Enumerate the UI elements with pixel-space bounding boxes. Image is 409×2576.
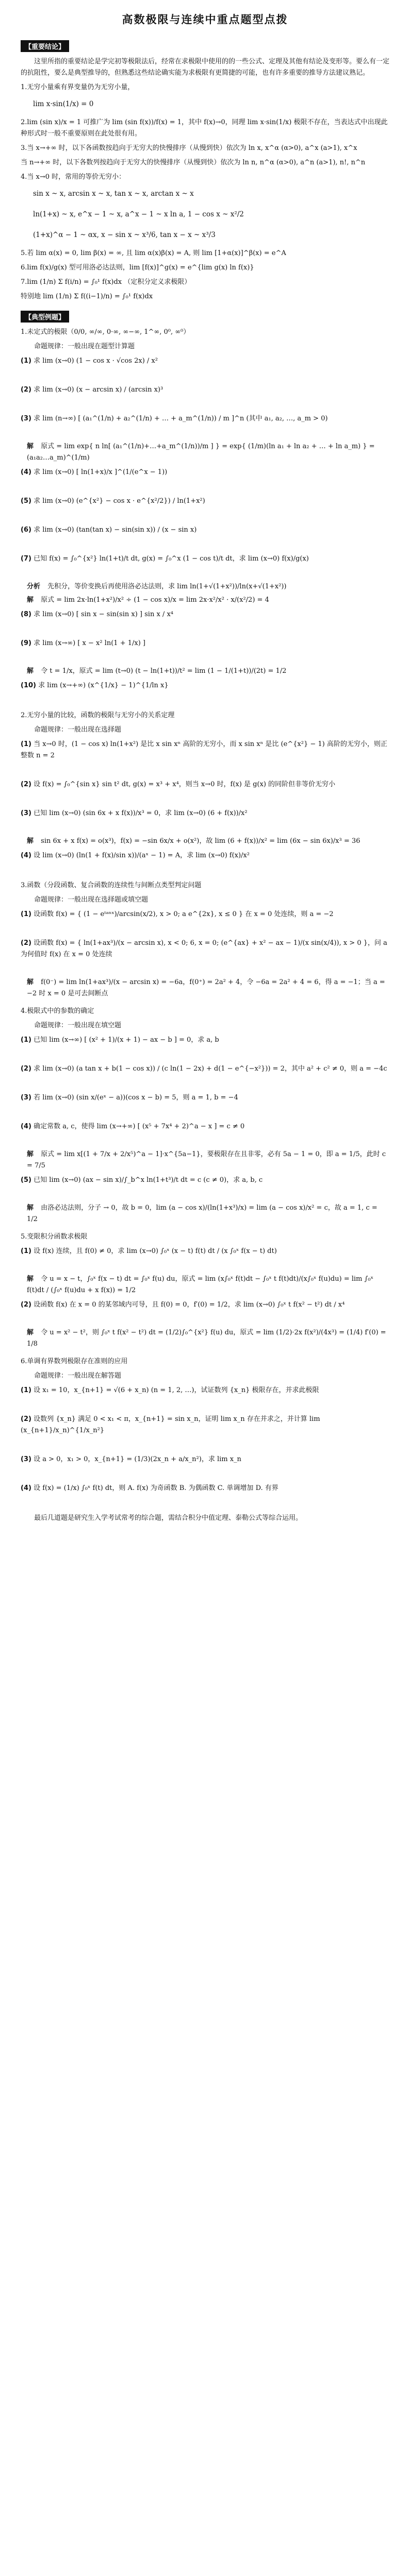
type-2-examples xyxy=(21,739,389,876)
derivation-space xyxy=(33,622,389,635)
item-text: 当 x→0 时，(1 − cos x) ln(1+x²) 是比 x sin xⁿ 高阶的无穷小，而 x sin xⁿ 是比 (e^{x²} − 1) 高阶的无穷小，则正整数 n = 2 xyxy=(21,740,387,759)
point-3b: 当 n→+∞ 时，以下各数列按趋向于无穷大的快慢排序（从慢到快）依次为 ln n, n^α (α>0), a^n (a>1), n!, n^n xyxy=(21,159,366,166)
item-label: (4) xyxy=(21,1123,31,1130)
point-7: 7.lim (1/n) Σ f(i/n) = ∫₀¹ f(x)dx （定积分定义求极限） xyxy=(21,278,191,286)
point-7b: 特别地 lim (1/n) Σ f((i−1)/n) = ∫₀¹ f(x)dx xyxy=(21,293,153,300)
example-item xyxy=(21,496,389,507)
item-text: 求 lim (x→∞) [ x − x² ln(1 + 1/x) ] xyxy=(34,639,145,647)
item-text: 求 lim (x→0) (e^{x²} − cos x · e^{x²/2}) / ln(1+x²) xyxy=(34,497,205,505)
item-text: 设 f(x) = ∫₀^{sin x} sin t² dt, g(x) = x³ + x⁴，则当 x→0 时，f(x) 是 g(x) 的同阶但非等价无穷小 xyxy=(34,781,336,788)
item-label: (1) xyxy=(21,1386,31,1394)
item-label: (3) xyxy=(21,415,31,422)
solution-step xyxy=(27,1274,389,1296)
item-text: 设 lim (x→0) (ln(1 + f(x)/sin x))/(aˣ − 1) = A，求 lim (x→0) f(x)/x² xyxy=(34,852,250,859)
point-3: 3.当 x→+∞ 时，以下各函数按趋向于无穷大的快慢排序（从慢到快）依次为 ln x, x^α (α>0), a^x (a>1), x^x xyxy=(21,144,357,152)
item-text: sin 6x + x f(x) = o(x³)，f(x) = −sin 6x/x + o(x²)，故 lim (6 + f(x))/x² = lim (6x − sin 6x)/x³ = 36 xyxy=(41,837,361,845)
item-label: (2) xyxy=(21,939,31,947)
item-label: (4) xyxy=(21,468,31,476)
item-text: 先积分，等价变换后再使用洛必达法则，求 lim ln(1+√(1+x²))/ln(x+√(1+x²)) xyxy=(47,583,287,590)
type-1-heading: 1.未定式的极限（0/0, ∞/∞, 0·∞, ∞−∞, 1^∞, 0⁰, ∞⁰） xyxy=(21,328,190,336)
item-label: 解 xyxy=(27,978,34,986)
item-text: 设函数 f(x) = { (1 − eᵗᵃⁿˣ)/arcsin(x/2), x > 0; a e^{2x}, x ≤ 0 } 在 x = 0 处连续，则 a = −2 xyxy=(34,910,334,918)
derivation-space xyxy=(33,398,389,410)
derivation-space xyxy=(33,1048,389,1060)
derivation-space xyxy=(33,792,389,805)
type-2-note: 命题规律：一般出现在选择题 xyxy=(34,726,122,734)
item-text: 求 lim (x→0) (1 − cos x · √cos 2x) / x² xyxy=(34,357,158,365)
derivation-space xyxy=(33,651,389,664)
point-2: 2.lim (sin x)/x = 1 可推广为 lim (sin f(x))/f(x) = 1，其中 f(x)→0，同理 lim x·sin(1/x) 极限不存在，当表达式中出现此种形式时一般不重要原则在此处很有用。 xyxy=(21,118,388,138)
derivation-space xyxy=(33,1398,389,1411)
item-label: 分析 xyxy=(27,583,41,590)
derivation-space xyxy=(33,1259,389,1272)
derivation-space xyxy=(33,1188,389,1200)
item-text: 已知 lim (x→∞) [ (x² + 1)/(x + 1) − ax − b ] = 0，求 a, b xyxy=(34,1036,219,1044)
item-text: 令 u = x² − t²，则 ∫₀ˣ t f(x² − t²) dt = (1/2)∫₀^{x²} f(u) du，原式 = lim (1/2)·2x f(x²)/(4x³) = (1/4) f′(0) = 1/8 xyxy=(27,1329,386,1348)
example-item xyxy=(21,553,389,565)
item-text: 设函数 f(x) = { ln(1+ax³)/(x − arcsin x), x < 0; 6, x = 0; (e^{ax} + x² − ax − 1)/(x sin(x/4)), x > 0 }，问 a 为何值时 f(x) 在 x = 0 处连续 xyxy=(21,939,387,958)
type-1-examples xyxy=(21,355,389,706)
item-label: (10) xyxy=(21,682,36,689)
item-text: 已知 lim (x→0) (ax − sin x)/∫_b^x ln(1+t³)/t dt = c (c ≠ 0)，求 a, b, c xyxy=(34,1176,263,1184)
example-item xyxy=(21,1092,389,1104)
type-3-examples xyxy=(21,909,389,999)
type-4-note: 命题规律：一般出现在填空题 xyxy=(34,1022,122,1029)
example-item xyxy=(21,413,389,425)
item-label: (5) xyxy=(21,1176,31,1184)
item-text: f(0⁻) = lim ln(1+ax³)/(x − arcsin x) = −6a，f(0⁺) = 2a² + 4，令 −6a = 2a² + 4 = 6，得 a = −1；当 a = −2 时 x = 0 是可去间断点 xyxy=(27,978,385,997)
type-6-heading: 6.单调有界数列极限存在准则的应用 xyxy=(21,1358,128,1365)
item-label: 解 xyxy=(27,1329,34,1336)
derivation-space xyxy=(33,480,389,493)
item-text: 求 lim (x→0) [ sin x − sin(sin x) ] sin x / x⁴ xyxy=(34,611,173,618)
solution-step xyxy=(27,1202,389,1225)
type-3-heading: 3.函数（分段函数、复合函数的连续性与间断点类型判定问题 xyxy=(21,882,202,889)
item-label: (9) xyxy=(21,639,31,647)
point-1-formula: lim x·sin(1/x) = 0 xyxy=(33,100,94,108)
item-text: 原式 = lim x[(1 + 7/x + 2/x⁵)^a − 1]·x^{5a−1}，要极限存在且非零，必有 5a − 1 = 0，即 a = 1/5，此时 c = 7/5 xyxy=(27,1150,386,1170)
item-label: 解 xyxy=(27,596,34,604)
example-item xyxy=(21,524,389,536)
item-text: 由洛必达法则，分子 → 0，故 b = 0，lim (a − cos x)/(ln(1+x³)/x) = lim (a − cos x)/x² = c，故 a = 1, c = 1/2 xyxy=(27,1204,378,1223)
closing-note: 最后几道题是研究生入学考试常考的综合题，需结合积分中值定理、泰勒公式等综合运用。 xyxy=(34,1514,303,1522)
item-label: (2) xyxy=(21,781,31,788)
item-text: 设 f(x) = (1/x) ∫₀ˣ f(t) dt，则 A. f(x) 为奇函数 B. 为偶函数 C. 单调增加 D. 有界 xyxy=(34,1484,279,1492)
type-1-note: 命题规律：一般出现在题型计算题 xyxy=(34,343,135,350)
item-text: 设函数 f(x) 在 x = 0 的某邻域内可导，且 f(0) = 0，f′(0) = 1/2，求 lim (x→0) ∫₀ˣ t f(x² − t²) dt / x⁴ xyxy=(34,1301,345,1309)
item-label: (4) xyxy=(21,852,31,859)
item-label: (8) xyxy=(21,611,31,618)
solution-step xyxy=(27,836,389,847)
solution-step xyxy=(27,1327,389,1350)
type-2-heading: 2.无穷小量的比较，函数的极限与无穷小的关系定理 xyxy=(21,711,175,719)
example-item xyxy=(21,1246,389,1257)
solution-step xyxy=(27,977,389,999)
item-label: (1) xyxy=(21,1247,31,1255)
item-label: (7) xyxy=(21,555,31,563)
item-text: 设 x₁ = 10，x_{n+1} = √(6 + x_n) (n = 1, 2, …)，试证数列 {x_n} 极限存在，并求此极限 xyxy=(34,1386,319,1394)
item-text: 设 a > 0，x₁ > 0，x_{n+1} = (1/3)(2x_n + a/x_n²)，求 lim x_n xyxy=(34,1455,241,1463)
item-label: (5) xyxy=(21,497,31,505)
solution-step xyxy=(27,1149,389,1172)
example-item xyxy=(21,850,389,861)
equivalence-2: ln(1+x) ~ x, e^x − 1 ~ x, a^x − 1 ~ x ln a, 1 − cos x ~ x²/2 xyxy=(33,210,244,218)
item-text: 设 f(x) 连续，且 f(0) ≠ 0，求 lim (x→0) ∫₀ˣ (x − t) f(t) dt / (x ∫₀ˣ f(x − t) dt) xyxy=(34,1247,277,1255)
item-text: 求 lim (x→0) [ ln(1+x)/x ]^(1/(e^x − 1)) xyxy=(34,468,168,476)
item-text: 求 lim (x→0) (x − arcsin x) / (arcsin x)³ xyxy=(34,386,163,394)
item-text: 求 lim (x→0) (a tan x + b(1 − cos x)) / (c ln(1 − 2x) + d(1 − e^{−x²})) = 2，其中 a² + c² ≠ 0，则 a = −4c xyxy=(34,1065,387,1073)
example-item xyxy=(21,1385,389,1396)
derivation-space xyxy=(33,1313,389,1325)
derivation-space xyxy=(33,1467,389,1480)
derivation-space xyxy=(33,427,389,439)
item-label: 解 xyxy=(27,1204,34,1212)
item-text: 已知 lim (x→0) (sin 6x + x f(x))/x³ = 0，求 lim (x→0) (6 + f(x))/x² xyxy=(34,809,248,817)
type-6-note: 命题规律：一般出现在解答题 xyxy=(34,1372,122,1380)
point-5: 5.若 lim α(x) = 0, lim β(x) = ∞, 且 lim α(x)β(x) = A, 则 lim [1+α(x)]^β(x) = e^A xyxy=(21,249,286,257)
section-intro: 这里所指的重要结论是学完初等极限法后，经常在求极限中使用的的一些公式、定理及其他有结论及变形等。要么有一定的抗阻性，要么是典型推导的，但熟悉这些结论确实能为求极限有更简捷的可能，也有许多重要的推导方法建议熟记。 xyxy=(21,58,390,77)
example-item xyxy=(21,680,389,691)
derivation-space xyxy=(33,764,389,776)
example-item xyxy=(21,909,389,920)
example-item xyxy=(21,1063,389,1075)
item-text: 求 lim (x→+∞) (x^{1/x} − 1)^{1/ln x} xyxy=(38,682,169,689)
example-item xyxy=(21,638,389,649)
type-6-examples xyxy=(21,1385,389,1509)
derivation-space xyxy=(33,1077,389,1089)
derivation-space xyxy=(33,567,389,579)
item-text: 原式 = lim 2x·ln(1+x²)/x² ÷ (1 − cos x)/x = lim 2x·x²/x² · x/(x²/2) = 4 xyxy=(41,596,269,604)
derivation-space xyxy=(33,821,389,834)
derivation-space xyxy=(33,922,389,935)
item-label: (6) xyxy=(21,526,31,534)
derivation-space xyxy=(33,1134,389,1147)
item-label: (4) xyxy=(21,1484,31,1492)
equivalence-3: (1+x)^α − 1 ~ αx, x − sin x ~ x³/6, tan x − x ~ x³/3 xyxy=(33,231,216,239)
equivalence-1: sin x ~ x, arcsin x ~ x, tan x ~ x, arctan x ~ x xyxy=(33,190,194,198)
item-text: 若 lim (x→0) (sin x/(eˣ − a))(cos x − b) = 5，则 a = 1, b = −4 xyxy=(34,1094,238,1101)
derivation-space xyxy=(33,509,389,521)
item-text: 已知 f(x) = ∫₀^{x²} ln(1+t)/t dt, g(x) = ∫₀^x (1 − cos t)/t dt，求 lim (x→0) f(x)/g(x) xyxy=(34,555,309,563)
example-item xyxy=(21,384,389,396)
section-heading-examples: 【典型例题】 xyxy=(21,311,69,323)
solution-step xyxy=(27,595,389,606)
derivation-space xyxy=(33,693,389,706)
type-4-heading: 4.极限式中的参数的确定 xyxy=(21,1007,94,1015)
item-label: 解 xyxy=(27,837,34,845)
derivation-space xyxy=(33,1496,389,1509)
example-item xyxy=(21,808,389,819)
derivation-space xyxy=(33,538,389,550)
type-3-note: 命题规律：一般出现在选择题或填空题 xyxy=(34,896,149,904)
item-label: (1) xyxy=(21,357,31,365)
type-5-heading: 5.变限积分函数求极限 xyxy=(21,1233,88,1241)
item-text: 设数列 {x_n} 满足 0 < x₁ < π，x_{n+1} = sin x_n，证明 lim x_n 存在并求之，并计算 lim (x_{n+1}/x_n)^{1/x_n²} xyxy=(21,1415,320,1434)
example-item xyxy=(21,779,389,790)
point-1: 1.无穷小量乘有界变量仍为无穷小量， xyxy=(21,83,135,91)
example-item xyxy=(21,1414,389,1436)
example-item xyxy=(21,1454,389,1465)
section-heading-conclusions: 【重要结论】 xyxy=(21,40,69,52)
item-label: (2) xyxy=(21,1301,31,1309)
example-item xyxy=(21,1175,389,1186)
item-text: 原式 = lim exp{ n ln[ (a₁^(1/n)+…+a_m^(1/n))/m ] } = exp{ (1/m)(ln a₁ + ln a₂ + … + ln a_m) } = (a₁a₂…a_m)^(1/m) xyxy=(27,443,375,462)
example-item xyxy=(21,938,389,960)
item-label: (3) xyxy=(21,809,31,817)
derivation-space xyxy=(33,863,389,876)
item-text: 求 lim (n→∞) [ (a₁^(1/n) + a₂^(1/n) + … + a_m^(1/n)) / m ]^n (其中 a₁, a₂, …, a_m > 0) xyxy=(34,415,328,422)
example-item xyxy=(21,739,389,761)
item-text: 令 u = x − t，∫₀ˣ f(x − t) dt = ∫₀ˣ f(u) du，原式 = lim (x∫₀ˣ f(t)dt − ∫₀ˣ t f(t)dt)/(x∫₀ˣ f(u)du) = lim ∫₀ˣ f(t)dt / (∫₀ˣ f(u)du + x f(x)) = 1/2 xyxy=(27,1275,373,1294)
item-label: (2) xyxy=(21,1065,31,1073)
derivation-space xyxy=(33,369,389,381)
example-item xyxy=(21,1121,389,1132)
type-4-examples xyxy=(21,1035,389,1225)
example-item xyxy=(21,1035,389,1046)
solution-step xyxy=(27,581,389,592)
point-4: 4.当 x→0 时，常用的等价无穷小： xyxy=(21,173,126,181)
item-label: (1) xyxy=(21,910,31,918)
solution-step xyxy=(27,666,389,677)
derivation-space xyxy=(33,962,389,975)
item-label: 解 xyxy=(27,443,34,450)
example-item xyxy=(21,1483,389,1494)
type-5-examples xyxy=(21,1246,389,1350)
example-item xyxy=(21,1299,389,1311)
item-label: (2) xyxy=(21,386,31,394)
item-label: (1) xyxy=(21,1036,31,1044)
point-6: 6.lim f(x)/g(x) 型可用洛必达法则，lim [f(x)]^g(x) = e^{lim g(x) ln f(x)} xyxy=(21,264,254,272)
example-item xyxy=(21,355,389,367)
item-text: 令 t = 1/x，原式 = lim (t→0) (t − ln(1+t))/t² = lim (1 − 1/(1+t))/(2t) = 1/2 xyxy=(41,667,287,675)
solution-step xyxy=(27,441,389,464)
derivation-space xyxy=(33,1438,389,1451)
item-text: 求 lim (x→0) (tan(tan x) − sin(sin x)) / (x − sin x) xyxy=(34,526,197,534)
item-text: 确定常数 a, c，使得 lim (x→+∞) [ (x⁵ + 7x⁴ + 2)^a − x ] = c ≠ 0 xyxy=(34,1123,245,1130)
example-item xyxy=(21,467,389,478)
item-label: (1) xyxy=(21,740,31,748)
item-label: (3) xyxy=(21,1094,31,1101)
example-item xyxy=(21,609,389,620)
item-label: 解 xyxy=(27,1275,34,1283)
item-label: (3) xyxy=(21,1455,31,1463)
derivation-space xyxy=(33,1106,389,1118)
page-title: 高数极限与连续中重点题型点拨 xyxy=(122,13,288,26)
item-label: 解 xyxy=(27,1150,34,1158)
item-label: 解 xyxy=(27,667,34,675)
item-label: (2) xyxy=(21,1415,31,1423)
